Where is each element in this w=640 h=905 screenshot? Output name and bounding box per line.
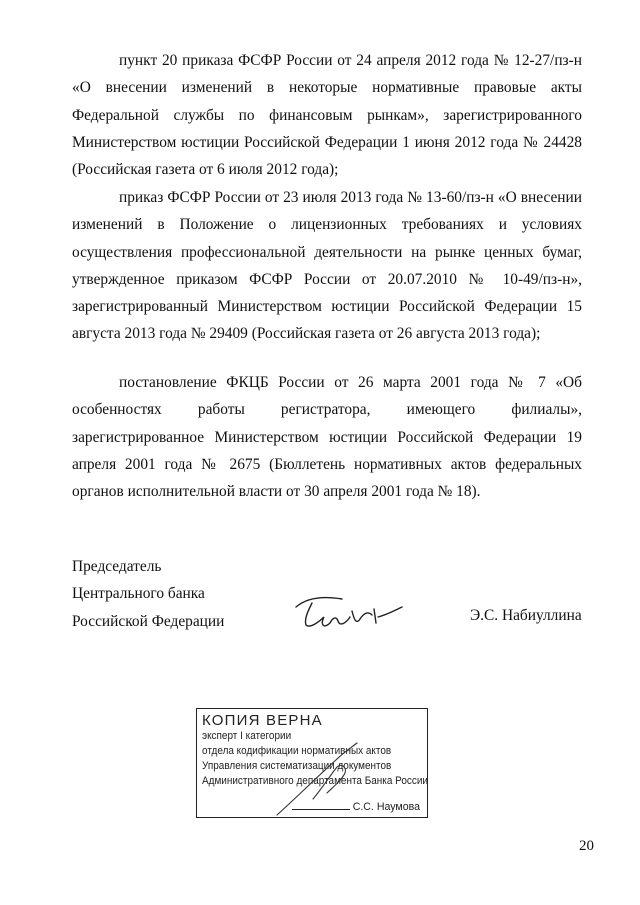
stamp-signer: [292, 801, 420, 813]
copy-certified-stamp: [196, 708, 428, 818]
stamp-line: Административного департамента Банка России: [202, 775, 428, 787]
signatory-name: Э.С. Набиуллина: [470, 607, 582, 624]
stamp-line: отдела кодификации нормативных актов: [202, 745, 392, 757]
signatory-title-line: Российской Федерации: [72, 612, 225, 630]
paragraph-fsfr-order-2013: приказ ФСФР России от 23 июля 2013 года № 13-60/пз-н «О внесении изменений в Положение о лицензионных требованиях и условиях осуществления профессиональной деятельности на рынке ценных бумаг, утвержденное приказом ФСФР России от 20.07.2010 № 10-49/пз-н», зарегистрированный Министерством юстиции Российской Федерации 15 августа 2013 года № 29409 (Российская газета от 26 августа 2013 года);: [72, 189, 582, 343]
stamp-line: Управления систематизации документов: [202, 760, 392, 772]
stamp-line: эксперт I категории: [202, 730, 292, 742]
signatory-title: [72, 553, 224, 635]
signature-blank-line: [292, 809, 350, 810]
signatory-title-line: Центрального банка: [72, 585, 205, 603]
paragraph-fsfr-order-2012: пункт 20 приказа ФСФР России от 24 апреля 2012 года № 12-27/пз-н «О внесении изменений в некоторые нормативные правовые акты Федеральной службы по финансовым рынкам», зарегистрированного Министерством юстиции Российской Федерации 1 июня 2012 года № 24428 (Российская газета от 6 июля 2012 года);: [72, 52, 582, 179]
paragraph-fkcb-resolution-2001: постановление ФКЦБ России от 26 марта 2001 года № 7 «Об особенностях работы регистратора, имеющего филиалы», зарегистрированное Министерством юстиции Российской Федерации 19 апреля 2001 года № 2675 (Бюллетень нормативных актов федеральных органов исполнительной власти от 30 апреля 2001 года № 18).: [72, 374, 582, 501]
stamp-title: КОПИЯ ВЕРНА: [202, 712, 323, 729]
handwritten-signature: [290, 589, 410, 637]
signatory-title-line: Председатель: [72, 558, 162, 575]
stamp-signer-name: С.С. Наумова: [352, 801, 420, 813]
page-number: 20: [579, 838, 594, 854]
